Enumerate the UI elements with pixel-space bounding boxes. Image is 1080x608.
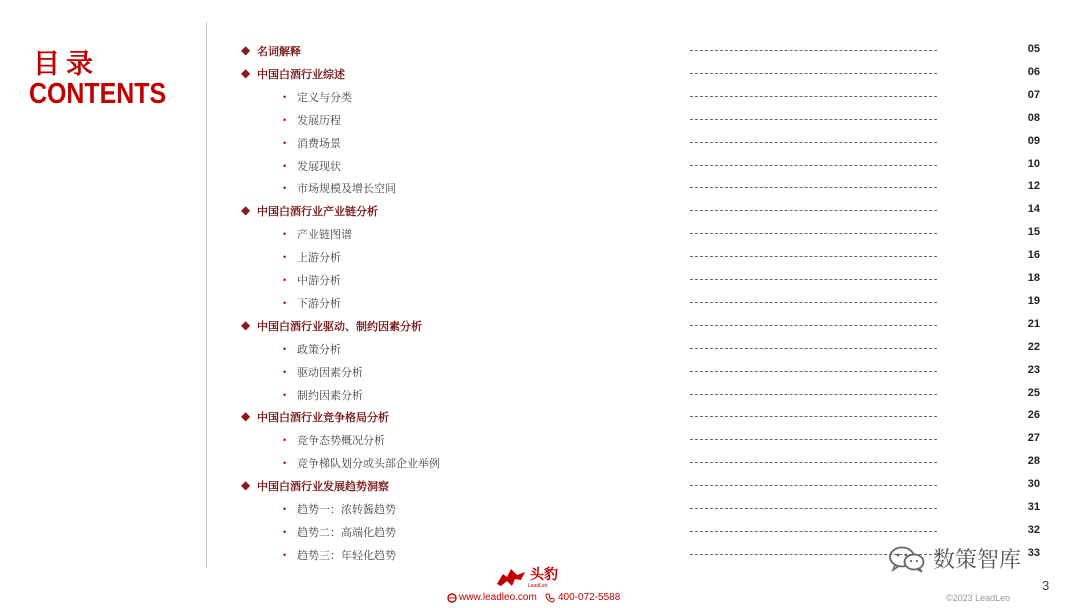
toc-leader-line <box>690 50 937 51</box>
dot-bullet-icon: • <box>283 229 287 240</box>
dot-bullet-icon: • <box>283 435 287 446</box>
toc-leader-line <box>690 462 937 463</box>
toc-leader-line <box>690 394 937 395</box>
toc-label: 定义与分类 <box>297 90 352 104</box>
toc-section-row[interactable] <box>0 476 1080 498</box>
toc-subsection-row[interactable] <box>0 270 1080 292</box>
dot-bullet-icon: • <box>283 343 287 354</box>
toc-leader-line <box>690 371 937 372</box>
toc-subsection-row[interactable] <box>0 156 1080 178</box>
toc-label: 驱动因素分析 <box>297 365 363 379</box>
diamond-bullet-icon: ◆ <box>241 203 251 218</box>
toc-subsection-row[interactable] <box>0 430 1080 452</box>
toc-subsection-row[interactable] <box>0 362 1080 384</box>
dot-bullet-icon: • <box>283 160 287 171</box>
toc-subsection-row[interactable] <box>0 247 1080 269</box>
diamond-bullet-icon: ◆ <box>241 317 251 332</box>
toc-page-number: 25 <box>1027 386 1040 399</box>
toc-page-number: 33 <box>1027 546 1040 559</box>
toc-page-number: 15 <box>1027 226 1040 239</box>
toc-section-row[interactable] <box>0 201 1080 223</box>
toc-leader-line <box>690 119 937 120</box>
logo-text: 头豹 <box>530 567 558 583</box>
toc-leader-line <box>690 302 937 303</box>
toc-page-number: 22 <box>1027 340 1040 353</box>
diamond-bullet-icon: ◆ <box>241 43 251 57</box>
watermark-text: 数策智库 <box>933 548 1022 573</box>
web-icon <box>447 593 457 603</box>
toc-leader-line <box>690 96 937 97</box>
toc-label: 产业链图谱 <box>297 228 352 242</box>
toc-section-row[interactable] <box>0 407 1080 429</box>
toc-page-number: 14 <box>1027 203 1040 216</box>
toc-subsection-row[interactable] <box>0 339 1080 361</box>
toc-page-number: 32 <box>1027 523 1040 536</box>
toc-section-row[interactable] <box>0 64 1080 86</box>
toc-label: 中国白酒行业发展趋势洞察 <box>257 480 389 494</box>
toc-label: 中国白酒行业驱动、制约因素分析 <box>257 319 422 333</box>
diamond-bullet-icon: ◆ <box>241 478 251 493</box>
toc-subsection-row[interactable] <box>0 385 1080 407</box>
dot-bullet-icon: • <box>283 297 287 308</box>
footer-phone[interactable] <box>545 592 620 603</box>
toc-section-row[interactable] <box>0 316 1080 338</box>
toc-subsection-row[interactable] <box>0 87 1080 109</box>
heading-en: CONTENTS <box>29 78 167 110</box>
toc-label: 中国白酒行业综述 <box>257 67 345 81</box>
toc-page-number: 06 <box>1027 65 1040 78</box>
website-text: www.leadleo.com <box>459 592 537 603</box>
toc-leader-line <box>690 325 937 326</box>
toc-leader-line <box>690 165 937 166</box>
dot-bullet-icon: • <box>283 366 287 377</box>
toc-label: 趋势二：高端化趋势 <box>297 525 396 539</box>
toc-subsection-row[interactable] <box>0 178 1080 200</box>
toc-leader-line <box>690 508 937 509</box>
toc-page-number: 23 <box>1027 363 1040 376</box>
toc-page-number: 07 <box>1027 88 1040 101</box>
toc-leader-line <box>690 348 937 349</box>
dot-bullet-icon: • <box>283 549 287 560</box>
toc-leader-line <box>690 233 937 234</box>
toc-label: 下游分析 <box>297 296 341 310</box>
toc-label: 上游分析 <box>297 251 341 265</box>
toc-leader-line <box>690 256 937 257</box>
dot-bullet-icon: • <box>283 183 287 194</box>
toc-page-number: 30 <box>1027 478 1040 491</box>
toc-page-number: 18 <box>1027 272 1040 284</box>
toc-leader-line <box>690 210 937 211</box>
toc-page-number: 27 <box>1027 432 1040 445</box>
diamond-bullet-icon: ◆ <box>241 409 251 424</box>
dot-bullet-icon: • <box>283 91 287 102</box>
toc-label: 竞争梯队划分或头部企业举例 <box>297 457 440 471</box>
dot-bullet-icon: • <box>283 275 287 285</box>
toc-leader-line <box>690 416 937 417</box>
phone-icon <box>545 593 555 603</box>
toc-label: 趋势一：浓转酱趋势 <box>297 503 396 516</box>
toc-subsection-row[interactable] <box>0 522 1080 544</box>
toc-page-number: 19 <box>1027 294 1040 307</box>
toc-label: 名词解释 <box>257 45 301 58</box>
toc-label: 竞争态势概况分析 <box>297 434 385 448</box>
toc-subsection-row[interactable] <box>0 133 1080 155</box>
toc-page-number: 10 <box>1027 157 1040 170</box>
toc-page-number: 12 <box>1027 180 1040 193</box>
dot-bullet-icon: • <box>283 114 287 125</box>
toc-label: 制约因素分析 <box>297 388 363 402</box>
toc-leader-line <box>690 142 937 143</box>
toc-label: 发展现状 <box>297 159 341 173</box>
toc-page-number: 05 <box>1027 43 1040 55</box>
toc-leader-line <box>690 531 937 532</box>
toc-label: 中国白酒行业产业链分析 <box>257 205 378 219</box>
heading-cn: 目录 <box>33 49 99 80</box>
toc-subsection-row[interactable] <box>0 499 1080 521</box>
diamond-bullet-icon: ◆ <box>241 65 251 80</box>
toc-subsection-row[interactable] <box>0 224 1080 246</box>
toc-leader-line <box>690 439 937 440</box>
toc-page-number: 08 <box>1027 111 1040 124</box>
toc-page-number: 16 <box>1027 249 1040 262</box>
dot-bullet-icon: • <box>283 252 287 263</box>
toc-section-row[interactable] <box>0 41 1080 63</box>
toc-leader-line <box>690 485 937 486</box>
toc-label: 中游分析 <box>297 274 341 287</box>
dot-bullet-icon: • <box>283 389 287 400</box>
dot-bullet-icon: • <box>283 137 287 148</box>
toc-page-number: 28 <box>1027 455 1040 468</box>
toc-leader-line <box>690 73 937 74</box>
toc-label: 政策分析 <box>297 342 341 356</box>
toc-page-number: 09 <box>1027 134 1040 147</box>
toc-page-number: 31 <box>1027 501 1040 513</box>
toc-label: 市场规模及增长空间 <box>297 182 396 196</box>
phone-text: 400-072-5588 <box>558 592 621 603</box>
toc-label: 中国白酒行业竞争格局分析 <box>257 411 389 425</box>
toc-label: 消费场景 <box>297 136 341 150</box>
dot-bullet-icon: • <box>283 504 287 514</box>
toc-leader-line <box>690 279 937 280</box>
page-number: 3 <box>1042 578 1050 593</box>
toc-leader-line <box>690 187 937 188</box>
toc-subsection-row[interactable] <box>0 293 1080 315</box>
leadleo-logo-icon <box>495 566 527 588</box>
toc-subsection-row[interactable] <box>0 453 1080 475</box>
toc-subsection-row[interactable] <box>0 110 1080 132</box>
toc-page-number: 21 <box>1027 317 1040 330</box>
dot-bullet-icon: • <box>283 458 287 469</box>
toc-label: 趋势三：年轻化趋势 <box>297 548 396 562</box>
copyright: ©2023 LeadLeo <box>946 593 1011 603</box>
toc-label: 发展历程 <box>297 113 341 127</box>
logo-subtext: LeadLeo <box>528 583 548 589</box>
dot-bullet-icon: • <box>283 526 287 537</box>
watermark <box>887 543 1021 574</box>
toc-page-number: 26 <box>1027 409 1040 422</box>
footer-website[interactable] <box>447 592 537 603</box>
wechat-icon <box>887 545 927 573</box>
